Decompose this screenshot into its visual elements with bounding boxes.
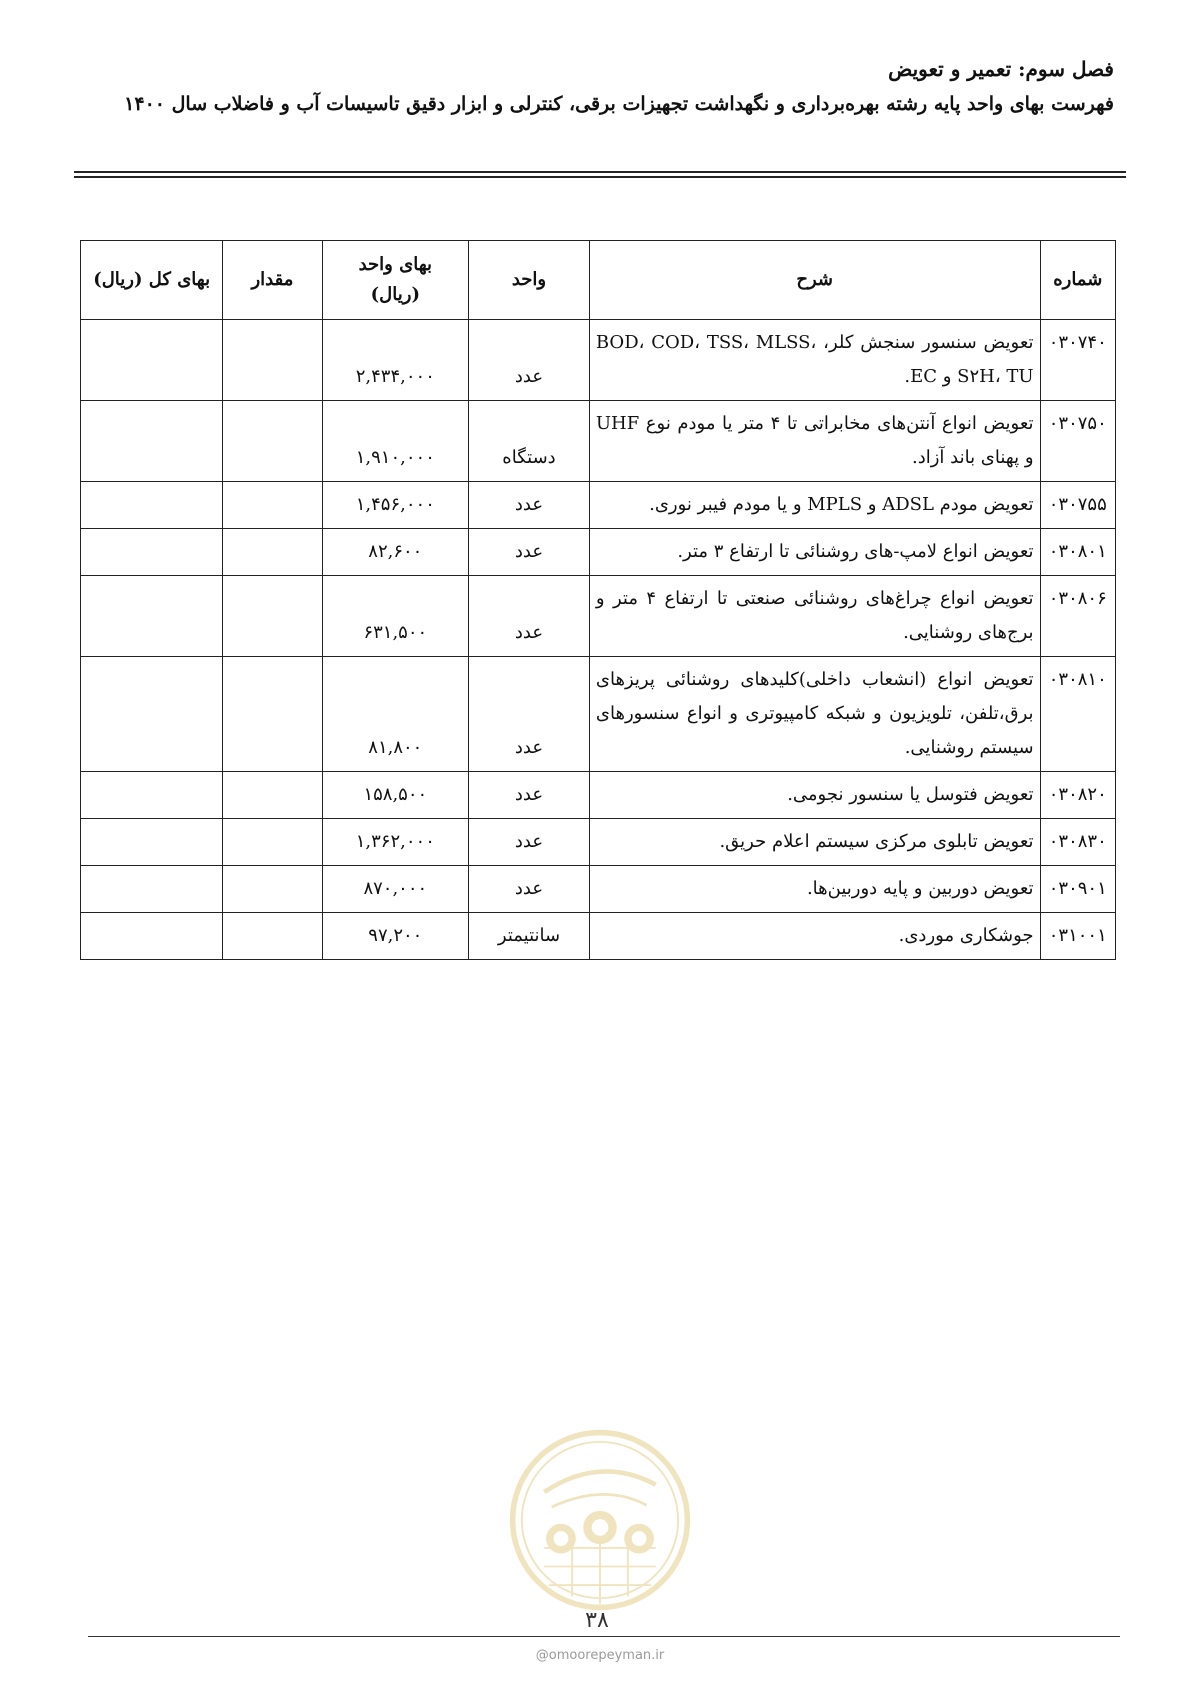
item-description: تعویض دوربین و پایه دوربین‌ها. [589,866,1040,913]
document-subtitle: فهرست بهای واحد پایه رشته بهره‌برداری و نگهداشت تجهیزات برقی، کنترلی و ابزار دقیق تاسیسات آب و فاضلاب سال ۱۴۰۰ [124,93,1114,115]
item-total-price [81,576,223,657]
website-watermark: @omoorepeyman.ir [535,1648,665,1663]
item-total-price [81,320,223,401]
item-unit-price: ۱,۳۶۲,۰۰۰ [322,819,469,866]
item-description: تعویض انواع لامپ-های روشنائی تا ارتفاع ۳ متر. [589,529,1040,576]
header-unit-price: بهای واحد (ریال) [322,241,469,320]
footer-divider [88,1636,1120,1637]
item-total-price [81,866,223,913]
item-quantity [223,529,322,576]
item-total-price [81,401,223,482]
item-unit-price: ۸۱,۸۰۰ [322,657,469,772]
item-description: تعویض انواع (انشعاب داخلی)کلیدهای روشنائی پریزهای برق،تلفن، تلویزیون و شبکه کامپیوتری و انواع سنسورهای سیستم روشنایی. [589,657,1040,772]
item-number: ۰۳۰۸۰۱ [1040,529,1115,576]
item-unit: عدد [469,819,590,866]
item-number: ۰۳۰۷۵۰ [1040,401,1115,482]
item-unit: عدد [469,482,590,529]
item-total-price [81,529,223,576]
header-quantity: مقدار [223,241,322,320]
item-description: تعویض انواع چراغ‌های روشنائی صنعتی تا ارتفاع ۴ متر و برج‌های روشنایی. [589,576,1040,657]
item-description: تعویض سنسور سنجش کلر، BOD، COD، TSS، MLSS، S۲H، TU و EC. [589,320,1040,401]
item-quantity [223,482,322,529]
chapter-title: فصل سوم: تعمیر و تعویض [888,57,1114,81]
item-quantity [223,320,322,401]
item-unit: عدد [469,657,590,772]
header-unit: واحد [469,241,590,320]
item-total-price [81,913,223,960]
item-unit: سانتیمتر [469,913,590,960]
table-row [81,576,1116,657]
header-description: شرح [589,241,1040,320]
item-description: تعویض فتوسل یا سنسور نجومی. [589,772,1040,819]
table-row [81,529,1116,576]
item-quantity [223,657,322,772]
omoore-peyman-seal-logo-icon [507,1427,693,1613]
item-total-price [81,657,223,772]
price-list-table [80,240,1116,960]
item-unit: عدد [469,866,590,913]
item-unit-price: ۹۷,۲۰۰ [322,913,469,960]
page-number: ۳۸ [585,1608,609,1633]
item-unit: عدد [469,320,590,401]
item-quantity [223,772,322,819]
table-row [81,482,1116,529]
item-description: تعویض انواع آنتن‌های مخابراتی تا ۴ متر یا مودم نوع UHF و پهنای باند آزاد. [589,401,1040,482]
item-unit-price: ۸۲,۶۰۰ [322,529,469,576]
table-row [81,819,1116,866]
item-quantity [223,866,322,913]
item-unit-price: ۱,۹۱۰,۰۰۰ [322,401,469,482]
item-description: تعویض تابلوی مرکزی سیستم اعلام حریق. [589,819,1040,866]
table-row [81,320,1116,401]
item-number: ۰۳۰۷۵۵ [1040,482,1115,529]
table-row [81,401,1116,482]
item-unit-price: ۶۳۱,۵۰۰ [322,576,469,657]
item-description: جوشکاری موردی. [589,913,1040,960]
header-number: شماره [1040,241,1115,320]
header-total-price: بهای کل (ریال) [81,241,223,320]
item-number: ۰۳۰۸۰۶ [1040,576,1115,657]
header-divider-bottom [74,176,1126,178]
item-quantity [223,913,322,960]
item-quantity [223,576,322,657]
item-number: ۰۳۰۹۰۱ [1040,866,1115,913]
item-unit-price: ۱۵۸,۵۰۰ [322,772,469,819]
table-row [81,913,1116,960]
item-description: تعویض مودم ADSL و MPLS و یا مودم فیبر نوری. [589,482,1040,529]
page-header [74,52,1114,122]
item-unit: عدد [469,529,590,576]
item-unit-price: ۲,۴۳۴,۰۰۰ [322,320,469,401]
header-divider-top [74,171,1126,173]
item-total-price [81,482,223,529]
item-unit: عدد [469,772,590,819]
item-unit-price: ۸۷۰,۰۰۰ [322,866,469,913]
item-quantity [223,401,322,482]
item-number: ۰۳۰۸۱۰ [1040,657,1115,772]
table-row [81,657,1116,772]
table-row [81,772,1116,819]
table-header-row [81,241,1116,320]
table-row [81,866,1116,913]
item-unit: دستگاه [469,401,590,482]
item-unit: عدد [469,576,590,657]
item-quantity [223,819,322,866]
item-number: ۰۳۰۸۳۰ [1040,819,1115,866]
item-unit-price: ۱,۴۵۶,۰۰۰ [322,482,469,529]
item-total-price [81,819,223,866]
item-number: ۰۳۰۷۴۰ [1040,320,1115,401]
item-number: ۰۳۱۰۰۱ [1040,913,1115,960]
item-number: ۰۳۰۸۲۰ [1040,772,1115,819]
item-total-price [81,772,223,819]
